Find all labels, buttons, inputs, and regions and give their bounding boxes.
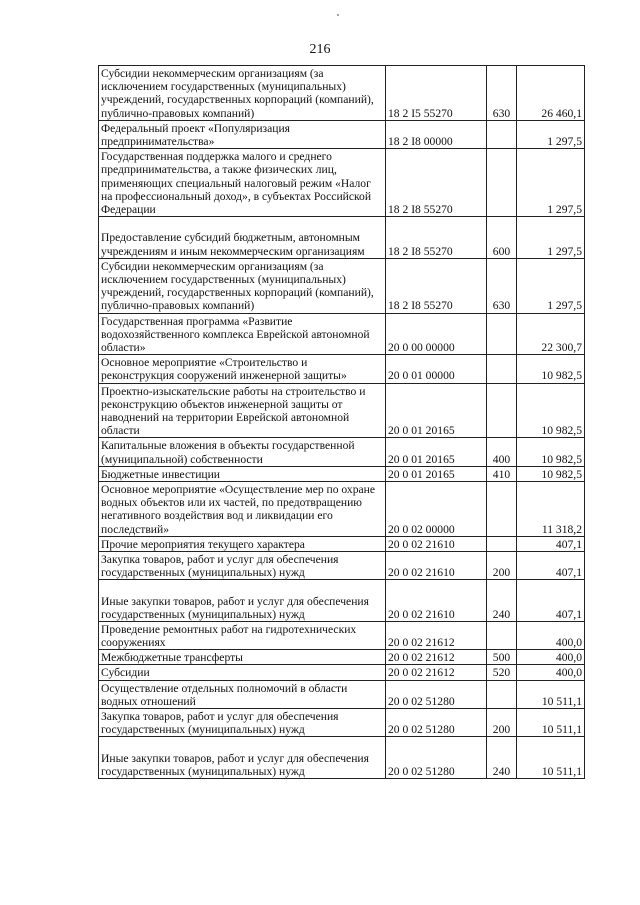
row-sum-cell: 407,1 (517, 580, 585, 622)
budget-table-body (99, 66, 585, 779)
row-code-cell: 20 0 01 00000 (386, 355, 487, 383)
row-name-cell: Капитальные вложения в объекты государственной (муниципальной) собственности (99, 438, 386, 466)
row-name-cell: Осуществление отдельных полномочий в области водных отношений (99, 680, 386, 708)
page-number: 216 (309, 42, 331, 57)
row-code-cell: 18 2 I8 55270 (386, 258, 487, 313)
table-row (99, 355, 585, 383)
row-name-cell: Основное мероприятие «Строительство и реконструкция сооружений инженерной защиты» (99, 355, 386, 383)
row-sum-cell: 1 297,5 (517, 120, 585, 148)
table-row (99, 383, 585, 438)
table-row (99, 120, 585, 148)
row-name-cell: Субсидии некоммерческим организациям (за исключением государственных (муниципальных) учреждений, государственных корпораций (компаний), публично-правовых компаний) (99, 66, 386, 121)
row-expense-type-cell: 400 (487, 438, 517, 466)
row-sum-cell: 400,0 (517, 665, 585, 680)
table-row (99, 149, 585, 217)
row-code-cell: 20 0 02 00000 (386, 481, 487, 536)
table-row (99, 66, 585, 121)
row-expense-type-cell: 500 (487, 650, 517, 665)
row-expense-type-cell: 600 (487, 217, 517, 259)
row-name-cell: Иные закупки товаров, работ и услуг для обеспечения государственных (муниципальных) нужд (99, 737, 386, 779)
table-row (99, 580, 585, 622)
row-sum-cell: 407,1 (517, 536, 585, 551)
row-code-cell: 20 0 02 21612 (386, 650, 487, 665)
row-expense-type-cell (487, 536, 517, 551)
row-expense-type-cell (487, 383, 517, 438)
row-code-cell: 20 0 02 21610 (386, 580, 487, 622)
scan-speck (337, 14, 339, 16)
row-sum-cell: 11 318,2 (517, 481, 585, 536)
row-sum-cell: 22 300,7 (517, 313, 585, 355)
row-name-cell: Закупка товаров, работ и услуг для обеспечения государственных (муниципальных) нужд (99, 551, 386, 579)
table-row (99, 737, 585, 779)
row-code-cell: 20 0 02 51280 (386, 737, 487, 779)
row-code-cell: 20 0 02 51280 (386, 680, 487, 708)
row-sum-cell: 10 982,5 (517, 355, 585, 383)
row-sum-cell: 26 460,1 (517, 66, 585, 121)
row-expense-type-cell: 630 (487, 66, 517, 121)
table-row (99, 466, 585, 481)
row-code-cell: 20 0 02 51280 (386, 709, 487, 737)
row-sum-cell: 10 982,5 (517, 466, 585, 481)
row-expense-type-cell: 200 (487, 551, 517, 579)
table-row (99, 217, 585, 259)
row-expense-type-cell (487, 621, 517, 649)
row-code-cell: 20 0 01 20165 (386, 383, 487, 438)
row-sum-cell: 10 511,1 (517, 709, 585, 737)
row-expense-type-cell: 240 (487, 580, 517, 622)
row-sum-cell: 407,1 (517, 551, 585, 579)
row-expense-type-cell: 410 (487, 466, 517, 481)
row-sum-cell: 10 511,1 (517, 737, 585, 779)
table-row (99, 313, 585, 355)
row-name-cell: Предоставление субсидий бюджетным, автономным учреждениям и иным некоммерческим организациям (99, 217, 386, 259)
table-row (99, 709, 585, 737)
row-name-cell: Субсидии некоммерческим организациям (за исключением государственных (муниципальных) учреждений, государственных корпораций (компаний), публично-правовых компаний) (99, 258, 386, 313)
row-code-cell: 20 0 02 21612 (386, 665, 487, 680)
row-sum-cell: 1 297,5 (517, 149, 585, 217)
row-sum-cell: 1 297,5 (517, 217, 585, 259)
row-sum-cell: 400,0 (517, 650, 585, 665)
row-code-cell: 20 0 01 20165 (386, 438, 487, 466)
row-code-cell: 18 2 I8 00000 (386, 120, 487, 148)
table-row (99, 258, 585, 313)
row-name-cell: Бюджетные инвестиции (99, 466, 386, 481)
row-expense-type-cell (487, 149, 517, 217)
row-code-cell: 20 0 02 21610 (386, 551, 487, 579)
row-name-cell: Государственная программа «Развитие водохозяйственного комплекса Еврейской автономной области» (99, 313, 386, 355)
row-code-cell: 20 0 01 20165 (386, 466, 487, 481)
row-sum-cell: 10 511,1 (517, 680, 585, 708)
row-code-cell: 20 0 02 21612 (386, 621, 487, 649)
table-row (99, 551, 585, 579)
row-name-cell: Закупка товаров, работ и услуг для обеспечения государственных (муниципальных) нужд (99, 709, 386, 737)
row-expense-type-cell: 520 (487, 665, 517, 680)
row-code-cell: 20 0 00 00000 (386, 313, 487, 355)
row-name-cell: Иные закупки товаров, работ и услуг для обеспечения государственных (муниципальных) нужд (99, 580, 386, 622)
row-sum-cell: 400,0 (517, 621, 585, 649)
row-name-cell: Федеральный проект «Популяризация предпринимательства» (99, 120, 386, 148)
row-name-cell: Проведение ремонтных работ на гидротехнических сооружениях (99, 621, 386, 649)
row-code-cell: 18 2 I5 55270 (386, 66, 487, 121)
table-row (99, 680, 585, 708)
budget-table (98, 65, 585, 779)
table-row (99, 481, 585, 536)
row-expense-type-cell: 240 (487, 737, 517, 779)
row-expense-type-cell: 200 (487, 709, 517, 737)
row-code-cell: 20 0 02 21610 (386, 536, 487, 551)
table-row (99, 438, 585, 466)
row-name-cell: Проектно-изыскательские работы на строительство и реконструкцию объектов инженерной защиты от наводнений на территории Еврейской автономной области (99, 383, 386, 438)
row-name-cell: Государственная поддержка малого и среднего предпринимательства, а также физических лиц, применяющих специальный налоговый режим «Налог на профессиональный доход», в субъектах Российской Федерации (99, 149, 386, 217)
row-expense-type-cell (487, 481, 517, 536)
row-sum-cell: 10 982,5 (517, 438, 585, 466)
table-row (99, 650, 585, 665)
row-name-cell: Межбюджетные трансферты (99, 650, 386, 665)
row-expense-type-cell (487, 313, 517, 355)
row-sum-cell: 1 297,5 (517, 258, 585, 313)
row-expense-type-cell (487, 680, 517, 708)
row-sum-cell: 10 982,5 (517, 383, 585, 438)
table-row (99, 665, 585, 680)
row-name-cell: Основное мероприятие «Осуществление мер по охране водных объектов или их частей, по предотвращению негативного воздействия вод и ликвидации его последствий» (99, 481, 386, 536)
row-code-cell: 18 2 I8 55270 (386, 149, 487, 217)
row-name-cell: Прочие мероприятия текущего характера (99, 536, 386, 551)
row-expense-type-cell (487, 120, 517, 148)
table-row (99, 621, 585, 649)
row-expense-type-cell: 630 (487, 258, 517, 313)
row-expense-type-cell (487, 355, 517, 383)
row-name-cell: Субсидии (99, 665, 386, 680)
table-row (99, 536, 585, 551)
row-code-cell: 18 2 I8 55270 (386, 217, 487, 259)
